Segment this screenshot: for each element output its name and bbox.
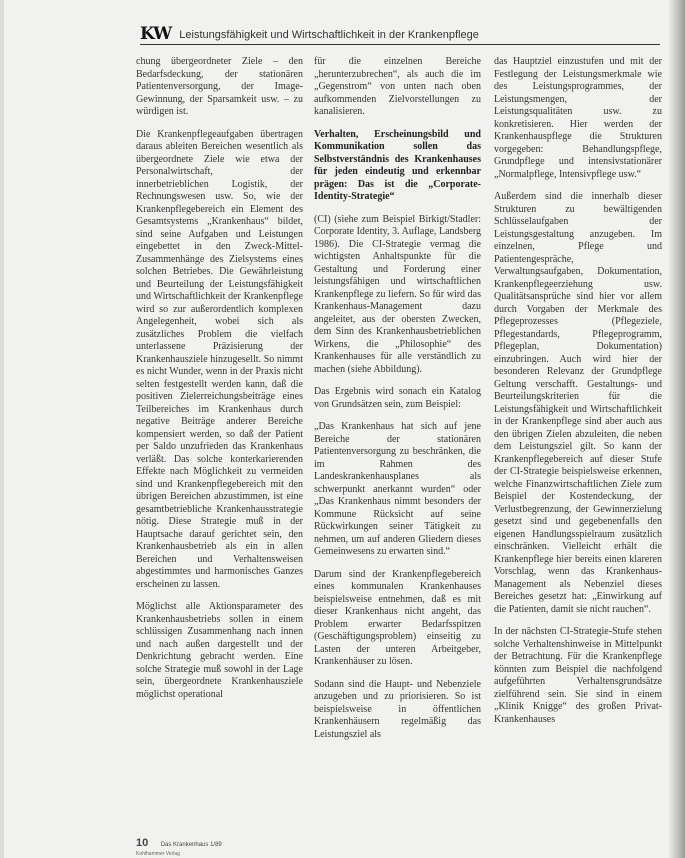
text-column-2 xyxy=(314,56,481,826)
page-number: 10 xyxy=(136,837,149,849)
paragraph: das Hauptziel einzustufen und mit der Festlegung der Leistungsmerkmale wie des Leistungsprogrammes, der Leistungsmengen, der Leistungsqualitäten usw. zu konkretisieren. Hier werden der Krankenhauspflege die Strukturen vorgegeben: Behandlungspflege, Grundpflege und intensivstationärer „Normalpflege, Intensivpflege usw.“ xyxy=(494,56,662,180)
paragraph: chung übergeordneter Ziele – den Bedarfsdeckung, der stationären Patientenversorgung, der Image-Gewinnung, der Sparsamkeit usw. – zu würdigen ist. xyxy=(136,56,303,117)
footer-publisher: Kohlhammer Verlag xyxy=(136,851,180,857)
paragraph: „Das Krankenhaus hat sich auf jene Bereiche der stationären Patientenversorgung zu beschränken, die im Rahmen des Landeskrankenhausplanes als schwerpunkt anerkannt wurden“ oder „Das Krankenhaus nimmt besonders der Kommune Rücksicht auf seine Rückwirkungen seiner Tätigkeit zu nehmen, um auf anderen Gliedern dieses Gemeinwesens zu erwarten sind.“ xyxy=(314,421,481,557)
scan-right-shadow xyxy=(667,0,685,858)
text-column-3 xyxy=(494,56,662,826)
paragraph: Sodann sind die Haupt- und Nebenziele anzugeben und zu priorisieren. So ist beispielsweise in öffentlichen Krankenhäusern regelmäßig das Leistungsziel als xyxy=(314,678,481,740)
paragraph: In der nächsten CI-Strategie-Stufe stehen solche Verhaltenshinweise in Mittelpunkt der Betrachtung. Für die Krankenpflege könnten zum Beispiel die nachfolgend aufgeführten Verhaltensgrundsätze zielführend sein. Sie sind in einem „Klinik Knigge“ des großen Privat-Krankenhauses xyxy=(494,626,662,725)
paragraph: Außerdem sind die innerhalb dieser Strukturen zu bewältigenden Schlüsselaufgaben der Leistungsgestaltung anzugeben. Im einzelnen, Pflege und Patientengespräche, Verwaltungsaufgaben, Dokumentation, Krankenpflegeerziehung usw. Qualitätsansprüche sind hier vor allem durch Vorgaben der Merkmale des Pflegeprozesses (Pflegeziele, Pflegestandards, Pflegeprogramm, Pflegeplan, Dokumentation) einzubringen. Auch wird hier der besonderen Relevanz der Grundpflege Geltung verschafft. Gestaltungs- und Beurteilungskriterien für die Leistungsfähigkeit und Wirtschaftlichkeit in der Krankenpflege sind aber auch aus den übrigen Zielen abzuleiten, die neben dem Leistungsziel gilt. So kann der Krankenpflegebereich auf dieser Stufe der CI-Strategie beispielsweise erkennen, welche Finanzwirtschaftlichen Ziele zum Beispiel der Kostendeckung, der Verlustbegrenzung, der Gewinnerzielung gesetzt sind und gegebenenfalls den eigenen Handlungsspielraum zusätzlich einschränken. Vielleicht erhält die Krankenpflege hier bereits einen klareren Vorschlag, wenn das Krankenhaus-Management als Nebenziel dieses Bereiches gesetzt hat: „Einwirkung auf die Patienten, damit sie nicht rauchen“. xyxy=(494,191,662,615)
header-title: Leistungsfähigkeit und Wirtschaftlichkeit in der Krankenpflege xyxy=(179,29,479,41)
running-header xyxy=(140,22,660,45)
paragraph: für die einzelnen Bereiche „herunterzubrechen“, als auch die im „Gegenstrom“ von unten nach oben aufkommenden Zielvorstellungen zu kanalisieren. xyxy=(314,56,481,117)
paragraph: Möglichst alle Aktionsparameter des Krankenhausbetriebs sollen in einem schlüssigen Zusammenhang nach innen und nach außen dargestellt und der Denkrichtung gebracht werden. Eine solche Strategie muß sowohl in der Lage sein, übergeordnete Krankenhausziele möglichst operational xyxy=(136,601,303,700)
section-heading: Verhalten, Erscheinungsbild und Kommunikation sollen das Selbstverständnis des Krankenhauses für jeden eindeutig und erkennbar prägen: Das ist die „Corporate-Identity-Strategie“ xyxy=(314,128,481,202)
paragraph: Das Ergebnis wird sonach ein Katalog von Grundsätzen sein, zum Beispiel: xyxy=(314,386,481,410)
footer-source: Das Krankenhaus 1/89 xyxy=(160,842,222,848)
journal-logo: KW xyxy=(140,24,172,44)
scan-left-edge xyxy=(0,0,4,858)
text-column-1 xyxy=(136,56,303,826)
paragraph: Darum sind der Krankenpflegebereich eines kommunalen Krankenhauses beispielsweise entnehmen, daß es mit dieser Krankenhaus nicht angeht, das Problem erwarter Bedarfsspitzen (Geschäftigungsproblem) einseitig zu Lasten der unteren Arbeitgeber, Krankenhäuser zu lösen. xyxy=(314,568,481,667)
paragraph: Die Krankenpflegeaufgaben übertragen daraus ableiten Bereichen wesentlich als übergeordnete Ziele wie etwa der Personalwirtschaft, der innerbetrieblichen Logistik, der Rechnungswesen usw. So, wie der Krankenpflegebereich ein Element des Gesamtsystems „Krankenhaus“ bildet, sind seine Aufgaben und Leistungen eingebettet in den Zweck-Mittel-Zusammenhänge des Zielsystems eines solchen Betriebes. Die Gewährleistung und Beurteilung der Leistungsfähigkeit und Wirtschaftlichkeit der Krankenpflege wird so zur außerordentlich komplexen Angelegenheit, wobei sich als zusätzliches Problem die vielfach unterlassene Präzisierung der Krankenhausziele hinzugesellt. So nimmt es nicht Wunder, wenn in der Praxis nicht selten festgestellt werden kann, daß die positiven Zielerreichungsbeiträge eines Teilbereiches im Krankenhaus durch negative Beiträge anderer Bereiche kompensiert werden, so daß der Patient per Saldo unzufrieden das Krankenhaus verläßt. Das solche konterkarierenden Effekte nach Möglichkeit zu vermeiden sind und Krankenpflegebereich mit den übrigen Bereichen abzustimmen, ist eine gesamtbetriebliche Krankenhausstrategie nötig. Diese Strategie muß in der Hauptsache darauf gerichtet sein, den Krankenhausbetrieb als ein in allen Bereichen und Verhaltensweisen abgestimmtes und harmonisches Ganzes erscheinen zu lassen. xyxy=(136,128,303,590)
paragraph: (CI) (siehe zum Beispiel Birkigt/Stadler: Corporate Identity, 3. Auflage, Landsberg 1986). Die CI-Strategie vermag die wichtigsten Anhaltspunkte für die Gestaltung und Forderung einer leistungsfähigen und wirtschaftlichen Krankenpflege zu liefern. So für wird das Krankenhaus-Management dazu angeleitet, aus der obersten Zwecken, dem Sinn des Krankenhausbetrieblichen Wirkens, die „Philosophie“ des Krankenhauses für alle verständlich zu machen (siehe Abbildung). xyxy=(314,213,481,375)
page-footer xyxy=(136,833,336,857)
